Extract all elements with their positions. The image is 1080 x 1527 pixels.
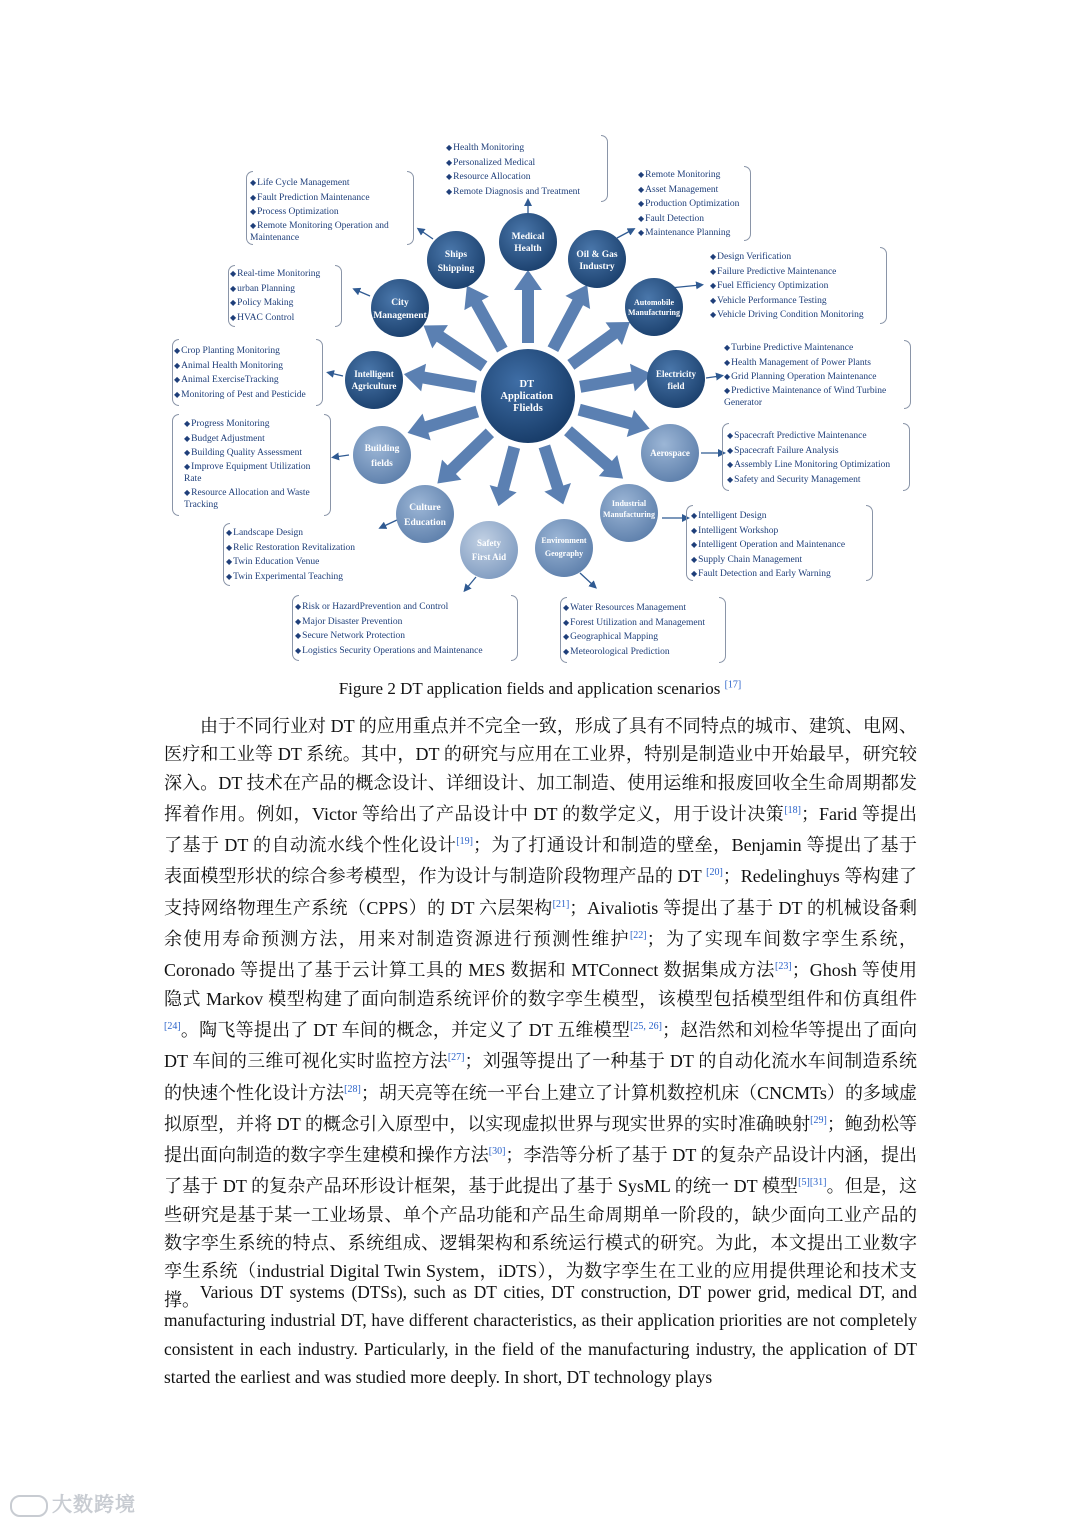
brace-medical [601,135,608,202]
list-item: ◆ urban Planning [230,282,320,297]
citation-link[interactable]: [28] [344,1083,361,1095]
paragraph-text-segment: 。但是，这些研究是基于某一工业场景、单个产品功能和产品生命周期单一阶段的，缺少面向工业产品的数字孪生系统的特点、系统组成、逻辑架构和系统运行模式的研究。为此，本文提出工业数字孪生系统（industrial Digital Twin System，iDTS），为数字孪生在工业的应用提供理论和技术支撑。 [164,1176,917,1310]
list-city [230,267,320,325]
brace-safety-right [511,595,518,661]
list-item: ◆ Vehicle Performance Testing [710,294,864,309]
watermark [10,1488,136,1517]
paragraph-text-segment: 。陶飞等提出了 DT 车间的概念，并定义了 DT 五维模型 [180,1019,631,1040]
watermark-logo-icon [10,1495,48,1517]
citation-link[interactable]: [20] [706,867,723,879]
center-line-1: DT [519,379,534,390]
svg-text:MedicalHealth: Medical Health [511,232,545,254]
brace-oilgas [744,166,751,241]
list-culture [226,526,355,584]
svg-text:CultureEducation: Culture Education [404,503,446,528]
watermark-text: 大数跨境 [52,1492,136,1516]
arrow-culture [428,423,500,494]
list-item: ◆ Life Cycle Management [250,176,410,191]
arrow-electricity [578,360,655,400]
arrow-aerospace [576,396,654,442]
svg-text:AutomobileManufacturing: Automobile Manufacturing [628,298,680,317]
paragraph-text-segment: ；为了打通设计和制造的壁垒，Benjamin 等提出了基于表面模型形状的综合参考模型，作为设计与制造阶段物理产品的 DT [164,835,917,887]
list-item: ◆ Relic Restoration Revitalization [226,541,355,556]
list-ships [250,176,410,244]
center-line-2: Application [500,391,553,402]
paragraph-text-segment: ；赵浩然和刘检华等提出了面向 DT 车间的三维可视化实时监控方法 [164,1019,917,1072]
citation-link[interactable]: [22] [629,930,647,942]
list-item: ◆ Real-time Monitoring [230,267,320,282]
svg-text:EnvironmentGeography: Environment Geography [541,536,587,558]
list-item: ◆ Safety and Security Management [727,473,890,488]
arrow-safety [485,444,528,510]
list-item: ◆ Remote Monitoring [638,168,739,183]
citation-link[interactable]: [24] [164,1020,181,1032]
list-item: ◆ Forest Utilization and Management [563,616,705,631]
arrow-medical [514,270,542,343]
paragraph-english: Various DT systems (DTSs), such as DT cities, DT construction, DT power grid, medical DT, and manufacturing industrial DT, have different characteristics, as their application priorities are not completely consistent in each industry. Particularly, in the field of the manufacturing industry, the application of DT started the earliest and was studied more deeply. In short, DT technology plays [164,1282,917,1387]
brace-aerospace-right [903,423,910,491]
dt-application-diagram [0,0,1080,680]
list-item: ◆ Intelligent Workshop [691,524,845,539]
bubble-culture [396,485,454,543]
brace-agriculture-right [316,339,323,406]
caption-text: Figure 2 DT application fields and application scenarios [338,679,725,698]
center-line-3: Flields [513,403,543,414]
arrow-industrial [559,420,632,489]
list-item: ◆ Geographical Mapping [563,630,705,645]
list-item: ◆ Vehicle Driving Condition Monitoring [710,308,864,323]
list-medical [446,141,580,199]
brace-building-left [172,414,179,516]
citation-link[interactable]: [23] [775,961,792,973]
list-item: ◆ Budget Adjustment [184,432,326,447]
list-item: ◆ Turbine Predictive Maintenance [724,341,904,356]
list-item: ◆ Maintenance Planning [638,226,739,241]
bubble-electricity [647,350,705,408]
list-item: ◆ Twin Education Venue [226,555,355,570]
paragraph-text-segment: ；Ghosh 等使用隐式 Markov 模型构建了面向制造系统评价的数字孪生模型，该模型包括模型组件和仿真组件 [164,960,917,1009]
paragraph-chinese [164,712,917,1314]
paragraph-text-segment: ；李浩等分析了基于 DT 的复杂产品设计内涵，提出了基于 DT 的复杂产品环形设计框架，基于此提出了基于 SysML 的统一 DT 模型 [164,1145,917,1197]
list-item: ◆ Asset Management [638,183,739,198]
citation-link[interactable]: [25, 26] [630,1020,662,1032]
brace-city-right [335,265,342,327]
svg-text:IntelligentAgriculture: Intelligent Agriculture [351,369,397,391]
list-item: ◆ Process Optimization [250,205,410,220]
list-item: ◆ Fuel Efficiency Optimization [710,279,864,294]
list-item: ◆ Personalized Medical [446,156,580,171]
bubble-aerospace [641,424,699,482]
list-item: ◆ Intelligent Operation and Maintenance [691,538,845,553]
paragraph-text-segment: 由于不同行业对 DT 的应用重点并不完全一致，形成了具有不同特点的城市、建筑、电网、医疗和工业等 DT 系统。其中，DT 的研究与应用在工业界，特别是制造业中开始最早，研究较深入。DT 技术在产品的概念设计、详细设计、加工制造、使用运维和报废回收全生命周期都发挥着作用。例如，Victor 等给出了产品设计中 DT 的数学定义，用于设计决策 [164,716,917,824]
citation-link[interactable]: [27] [447,1052,465,1064]
list-item: ◆ Grid Planning Operation Maintenance [724,370,904,385]
citation-link[interactable]: [30] [488,1146,506,1158]
svg-text:ShipsShipping: Ships Shipping [437,250,475,274]
bubble-medical [499,213,557,271]
list-item: ◆ Resource Allocation and Waste Tracking [184,487,326,511]
list-item: ◆ Water Resources Management [563,601,705,616]
svg-text:IndustrialManufacturing: Industrial Manufacturing [603,499,655,519]
list-oilgas [638,168,739,241]
svg-text:Buildingfields: Building fields [364,444,400,469]
list-item: ◆ Failure Predictive Maintenance [710,265,864,280]
bubble-agriculture [345,351,403,409]
arrow-building [403,398,481,446]
svg-text:Electricityfield: Electricity field [656,369,696,391]
list-item: ◆ Production Optimization [638,197,739,212]
citation-link[interactable]: [29] [810,1114,827,1126]
list-item: ◆ Meteorological Prediction [563,645,705,660]
list-item: ◆ Policy Making [230,296,320,311]
center-bubble [481,349,575,443]
arrow-ships [455,279,515,356]
bubble-ships [427,231,485,289]
list-item: ◆ Supply Chain Management [691,553,845,568]
brace-industrial-right [866,505,873,581]
list-item: ◆ Intelligent Design [691,509,845,524]
citation-link[interactable]: [5][31] [798,1177,827,1189]
list-item: ◆ Logistics Security Operations and Maintenance [295,644,483,659]
paragraph-text-segment: ；为了实现车间数字孪生系统，Coronado 等提出了基于云计算工具的 MES 数据和 MTConnect 数据集成方法 [164,929,918,981]
svg-text:Oil & GasIndustry: Oil & Gas Industry [576,250,618,272]
paragraph-text-segment: ；Redelinghuys 等构建了支持网络物理生产系统（CPPS）的 DT 六层架构 [164,866,917,918]
bubble-oil-gas [568,230,626,288]
list-item: ◆ Health Monitoring [446,141,580,156]
list-item: ◆ Predictive Maintenance of Wind Turbine Generator [724,385,904,409]
list-item: ◆ Resource Allocation [446,170,580,185]
paragraph-text-segment: ；鲍劲松等提出面向制造的数字孪生建模和操作方法 [164,1113,917,1166]
list-item: ◆ Remote Diagnosis and Treatment [446,185,580,200]
list-item: ◆ Crop Planting Monitoring [174,344,306,359]
list-item: ◆ Animal Health Monitoring [174,359,306,374]
list-item: ◆ Landscape Design [226,526,355,541]
list-industrial [691,509,845,582]
list-item: ◆ Animal ExerciseTracking [174,373,306,388]
list-item: ◆ Fault Prediction Maintenance [250,191,410,206]
citation-link[interactable]: [19] [456,836,473,848]
list-item: ◆ HVAC Control [230,311,320,326]
list-item: ◆ Major Disaster Prevention [295,615,483,630]
list-item: ◆ Remote Monitoring Operation and Maintenance [250,220,410,244]
paragraph-text-segment: ；Aivaliotis 等提出了基于 DT 的机械设备剩余使用寿命预测方法，用来对制造资源进行预测性维护 [164,897,917,950]
list-building [184,417,326,511]
list-item: ◆ Secure Network Protection [295,629,483,644]
list-electricity [724,341,904,409]
list-item: ◆ Health Management of Power Plants [724,356,904,371]
list-item: ◆ Progress Monitoring [184,417,326,432]
list-item: ◆ Assembly Line Monitoring Optimization [727,458,890,473]
list-aerospace [727,429,890,487]
paragraph-text-segment: ；刘强等提出了一种基于 DT 的自动化流水车间制造系统的快速个性化设计方法 [164,1051,918,1103]
list-safety [295,600,483,658]
list-item: ◆ Risk or HazardPrevention and Control [295,600,483,615]
paragraph-text-segment: ；胡天亮等在统一平台上建立了计算机数控机床（CNCMTs）的多域虚拟原型，并将 DT 的概念引入原型中，以实现虚拟世界与现实世界的实时准确映射 [164,1082,917,1134]
list-item: ◆ Monitoring of Pest and Pesticide [174,388,306,403]
list-item: ◆ Improve Equipment Utilization Rate [184,461,326,485]
list-item: ◆ Fault Detection and Early Warning [691,567,845,582]
list-item: ◆ Spacecraft Predictive Maintenance [727,429,890,444]
bubble-industrial [600,484,658,542]
figure-caption [0,679,1080,699]
bubble-automobile [625,278,683,336]
brace-electricity [904,340,911,409]
svg-text:Aerospace: Aerospace [650,448,690,458]
arrow-environment [531,442,576,509]
list-item: ◆ Spacecraft Failure Analysis [727,444,890,459]
arrow-city [416,314,492,378]
list-item: ◆ Fault Detection [638,212,739,227]
brace-automobile [880,247,887,324]
brace-environment-right [719,597,726,663]
citation-link[interactable]: [21] [552,898,570,910]
arrow-agriculture [401,360,478,400]
list-automobile [710,250,864,323]
list-item: ◆ Twin Experimental Teaching [226,570,355,585]
bubble-environment [535,519,593,577]
citation-link[interactable]: [18] [784,804,801,816]
svg-text:SafetyFirst Aid: Safety First Aid [471,538,507,562]
list-agriculture [174,344,306,402]
bubble-city [371,279,429,337]
paragraph-text-segment: ；Farid 等提出了基于 DT 的自动流水线个性化设计 [164,803,918,856]
bubble-building [353,426,411,484]
svg-text:CityManagement: City Management [373,298,427,321]
list-item: ◆ Building Quality Assessment [184,446,326,461]
list-item: ◆ Design Verification [710,250,864,265]
caption-ref: [17] [724,679,742,691]
bubble-safety [460,521,518,579]
list-environment [563,601,705,659]
